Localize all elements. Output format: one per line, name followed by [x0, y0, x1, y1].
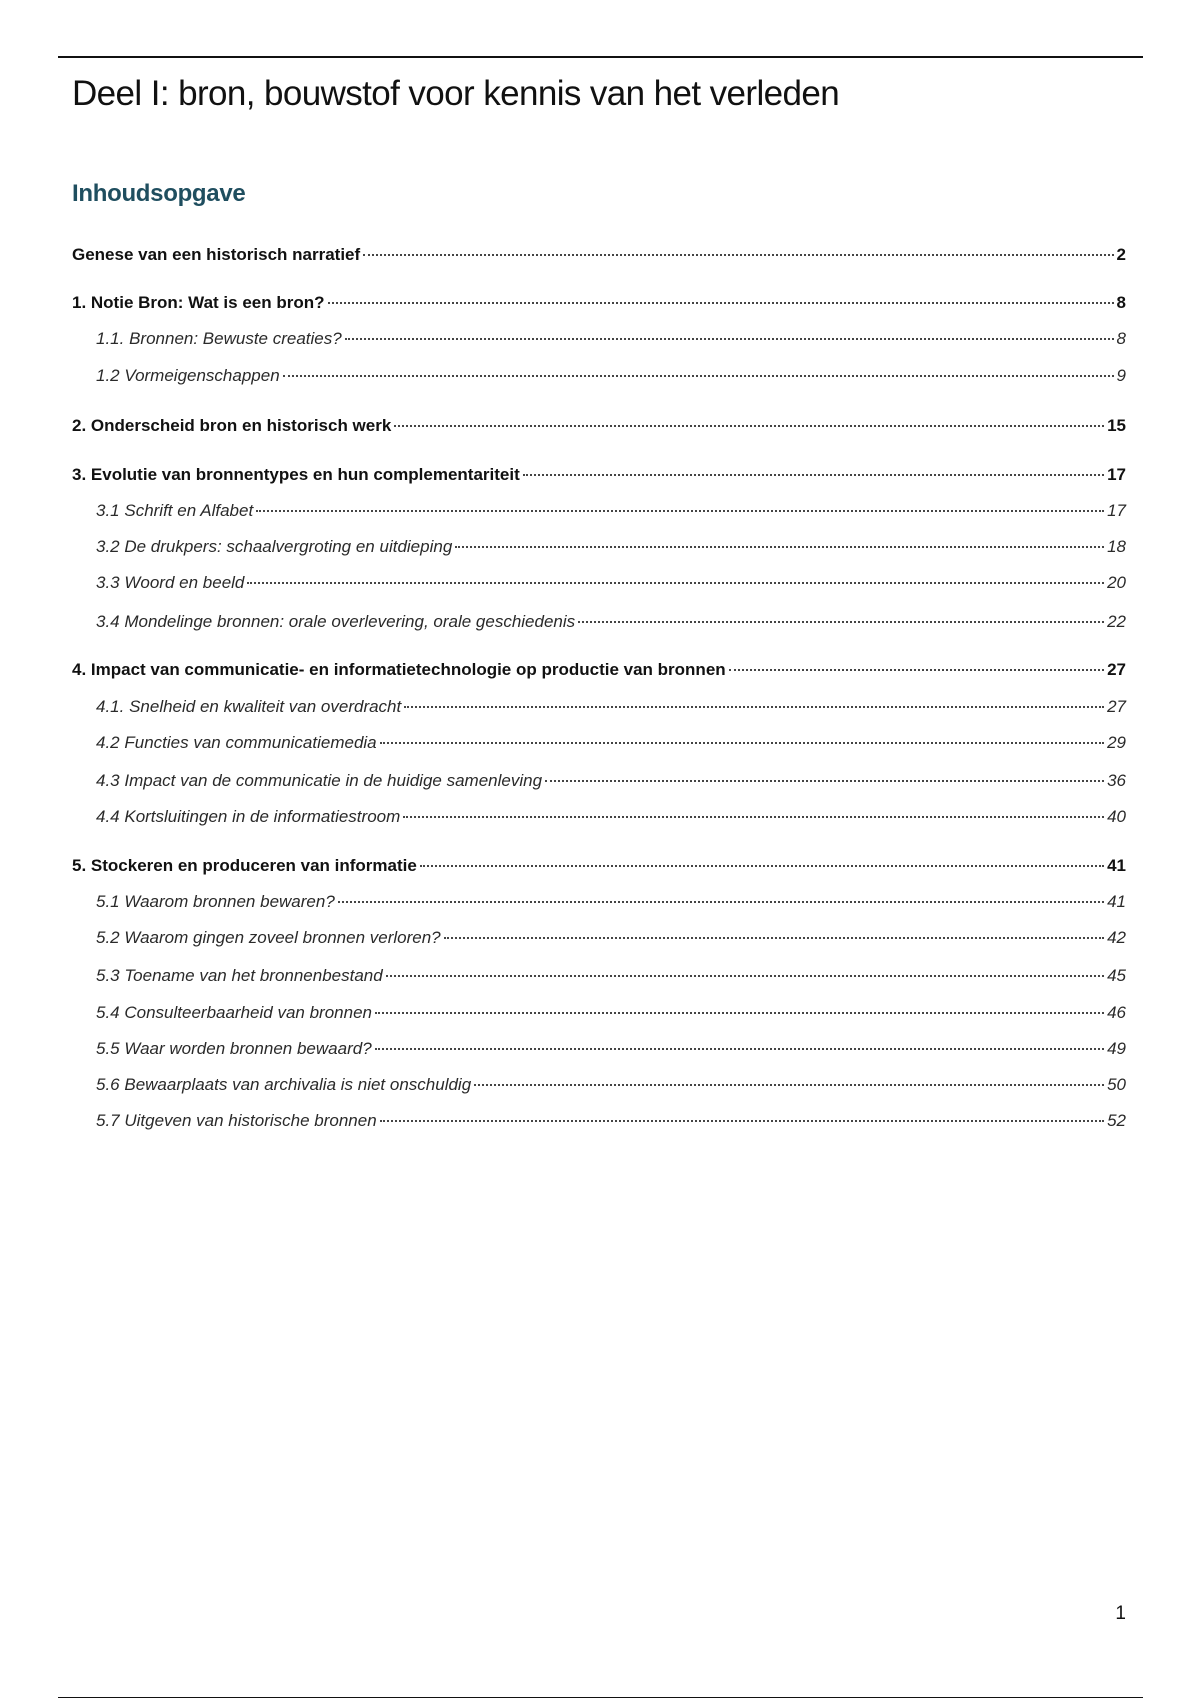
- toc-entry-label: 3.1 Schrift en Alfabet: [96, 501, 254, 520]
- toc-leader-dots: [247, 582, 1104, 584]
- toc-leader-dots: [380, 742, 1104, 744]
- toc-leader-dots: [394, 425, 1104, 427]
- toc-entry-3-4[interactable]: [96, 611, 1126, 633]
- toc-entry-4-3[interactable]: [96, 770, 1126, 792]
- toc-entry-genese[interactable]: [72, 244, 1126, 266]
- toc-leader-dots: [420, 865, 1104, 867]
- toc-entry-page: 17: [1107, 465, 1126, 484]
- toc-entry-5-4[interactable]: [96, 1002, 1126, 1024]
- toc-entry-5-2[interactable]: [96, 927, 1126, 949]
- toc-leader-dots: [523, 474, 1104, 476]
- page-number: 1: [1115, 1603, 1126, 1624]
- toc-entry-label: Genese van een historisch narratief: [72, 245, 361, 264]
- toc-entry-label: 2. Onderscheid bron en historisch werk: [72, 416, 392, 435]
- toc-entry-page: 41: [1107, 892, 1126, 911]
- toc-leader-dots: [444, 937, 1104, 939]
- top-rule: [58, 56, 1143, 58]
- toc-entry-5-6[interactable]: [96, 1074, 1126, 1096]
- toc-entry-1-1[interactable]: [96, 328, 1126, 350]
- toc-entry-1-2[interactable]: [96, 365, 1126, 387]
- toc-entry-3-1[interactable]: [96, 500, 1126, 522]
- toc-entry-3-2[interactable]: [96, 536, 1126, 558]
- toc-entry-page: 36: [1107, 771, 1126, 790]
- toc-entry-page: 45: [1107, 966, 1126, 985]
- toc-entry-1[interactable]: [72, 292, 1126, 314]
- toc-entry-label: 5.2 Waarom gingen zoveel bronnen verloren?: [96, 928, 441, 947]
- toc-entry-page: 17: [1107, 501, 1126, 520]
- toc-entry-label: 3.3 Woord en beeld: [96, 573, 245, 592]
- toc-leader-dots: [455, 546, 1104, 548]
- toc-leader-dots: [328, 302, 1114, 304]
- toc-leader-dots: [380, 1120, 1104, 1122]
- toc-entry-label: 5.5 Waar worden bronnen bewaard?: [96, 1039, 372, 1058]
- toc-entry-label: 5.1 Waarom bronnen bewaren?: [96, 892, 335, 911]
- toc-entry-3-3[interactable]: [96, 572, 1126, 594]
- toc-entry-label: 3. Evolutie van bronnentypes en hun complementariteit: [72, 465, 520, 484]
- toc-entry-label: 5.3 Toename van het bronnenbestand: [96, 966, 383, 985]
- toc-entry-label: 5.6 Bewaarplaats van archivalia is niet onschuldig: [96, 1075, 472, 1094]
- toc-entry-page: 2: [1116, 245, 1126, 264]
- toc-entry-label: 4.3 Impact van de communicatie in de huidige samenleving: [96, 771, 543, 790]
- toc-entry-3[interactable]: [72, 464, 1126, 486]
- toc-entry-label: 5. Stockeren en produceren van informatie: [72, 856, 417, 875]
- toc-entry-5-1[interactable]: [96, 891, 1126, 913]
- toc-entry-page: 49: [1107, 1039, 1126, 1058]
- toc-leader-dots: [578, 621, 1104, 623]
- toc-entry-page: 15: [1107, 416, 1126, 435]
- toc-entry-label: 3.2 De drukpers: schaalvergroting en uitdieping: [96, 537, 453, 556]
- toc-entry-5[interactable]: [72, 855, 1126, 877]
- toc-entry-4[interactable]: [72, 659, 1126, 681]
- toc-entry-label: 4.1. Snelheid en kwaliteit van overdracht: [96, 697, 402, 716]
- toc-entry-label: 4.4 Kortsluitingen in de informatiestroom: [96, 807, 401, 826]
- toc-entry-2[interactable]: [72, 415, 1126, 437]
- toc-entry-label: 5.7 Uitgeven van historische bronnen: [96, 1111, 377, 1130]
- toc-leader-dots: [375, 1012, 1104, 1014]
- toc-entry-page: 20: [1107, 573, 1126, 592]
- toc-entry-5-3[interactable]: [96, 965, 1126, 987]
- toc-entry-5-7[interactable]: [96, 1110, 1126, 1132]
- toc-leader-dots: [375, 1048, 1104, 1050]
- toc-entry-page: 9: [1116, 366, 1126, 385]
- toc-heading: Inhoudsopgave: [72, 180, 246, 207]
- toc-entry-page: 22: [1107, 612, 1126, 631]
- toc-leader-dots: [338, 901, 1104, 903]
- document-title: Deel I: bron, bouwstof voor kennis van het verleden: [72, 74, 840, 113]
- toc-leader-dots: [545, 780, 1104, 782]
- toc-leader-dots: [474, 1084, 1104, 1086]
- toc-leader-dots: [363, 254, 1113, 256]
- toc-leader-dots: [256, 510, 1104, 512]
- toc-leader-dots: [386, 975, 1104, 977]
- toc-entry-page: 41: [1107, 856, 1126, 875]
- toc-entry-label: 1. Notie Bron: Wat is een bron?: [72, 293, 325, 312]
- toc-entry-4-1[interactable]: [96, 696, 1126, 718]
- toc-entry-page: 27: [1107, 660, 1126, 679]
- toc-entry-page: 40: [1107, 807, 1126, 826]
- toc-entry-page: 18: [1107, 537, 1126, 556]
- toc-entry-page: 46: [1107, 1003, 1126, 1022]
- bottom-rule: [58, 1697, 1143, 1698]
- toc-leader-dots: [404, 706, 1104, 708]
- toc-entry-4-4[interactable]: [96, 806, 1126, 828]
- toc-leader-dots: [403, 816, 1104, 818]
- toc-leader-dots: [283, 375, 1114, 377]
- toc-entry-page: 27: [1107, 697, 1126, 716]
- toc-entry-label: 3.4 Mondelinge bronnen: orale overlevering, orale geschiedenis: [96, 612, 576, 631]
- toc-entry-label: 5.4 Consulteerbaarheid van bronnen: [96, 1003, 372, 1022]
- toc-entry-4-2[interactable]: [96, 732, 1126, 754]
- toc-entry-label: 4. Impact van communicatie- en informatietechnologie op productie van bronnen: [72, 660, 726, 679]
- toc-entry-label: 1.2 Vormeigenschappen: [96, 366, 280, 385]
- toc-leader-dots: [729, 669, 1104, 671]
- toc-entry-page: 42: [1107, 928, 1126, 947]
- toc-entry-label: 1.1. Bronnen: Bewuste creaties?: [96, 329, 342, 348]
- toc-entry-page: 50: [1107, 1075, 1126, 1094]
- toc-leader-dots: [345, 338, 1114, 340]
- toc-entry-page: 29: [1107, 733, 1126, 752]
- toc-entry-page: 52: [1107, 1111, 1126, 1130]
- toc-entry-label: 4.2 Functies van communicatiemedia: [96, 733, 377, 752]
- toc-entry-5-5[interactable]: [96, 1038, 1126, 1060]
- toc-entry-page: 8: [1116, 293, 1126, 312]
- toc-entry-page: 8: [1116, 329, 1126, 348]
